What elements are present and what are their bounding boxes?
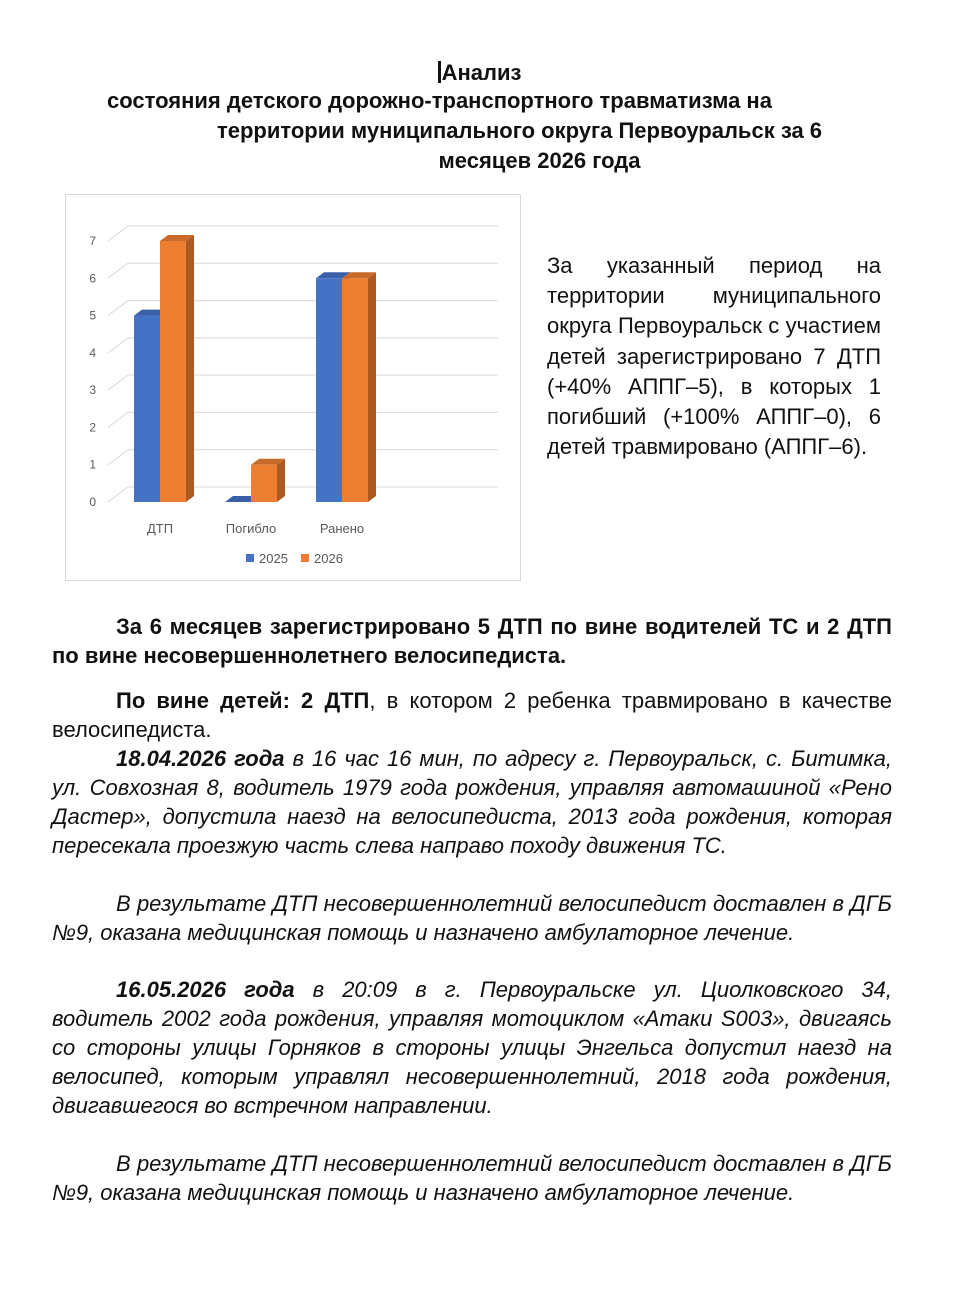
doc-title-line-2: состояния детского дорожно-транспортного травматизма на xyxy=(107,88,772,113)
y-tick-label: 3 xyxy=(89,383,96,398)
chart-canvas xyxy=(66,195,520,580)
bar-2026-Ранено xyxy=(342,278,368,502)
legend-swatch-2025 xyxy=(246,554,254,562)
x-tick-label: Погибло xyxy=(225,521,277,536)
incident-2-result: В результате ДТП несовершеннолетний велосипедист доставлен в ДГБ №9, оказана медицинская помощь и назначено амбулаторное лечение. xyxy=(52,1151,892,1205)
legend-swatch-2026 xyxy=(301,554,309,562)
text-cursor xyxy=(438,61,441,83)
bar-side-2026 xyxy=(368,272,376,502)
y-tick-label: 7 xyxy=(89,234,96,248)
children-fault-paragraph: По вине детей: 2 ДТП, в котором 2 ребенка травмировано в качестве велосипедиста. xyxy=(52,688,893,742)
incident-1-date: 18.04.2026 года xyxy=(116,746,285,771)
incident-2-paragraph: 16.05.2026 года в 20:09 в г. Первоуральске ул. Циолковского 34, водитель 2002 года рождения, управляя мотоциклом «Атаки S003», двигаясь со стороны улицы Горняков в стороны улицы Энгельса допустил наезд на велосипед, которым управлял несовершеннолетний, 2018 года рождения, двигавшегося во встречном направлении. xyxy=(52,977,893,1118)
bar-2025-Ранено xyxy=(316,278,342,502)
gridline-diagonal xyxy=(108,412,128,427)
gridline-diagonal xyxy=(108,301,128,316)
gridline-diagonal xyxy=(108,226,128,241)
incident-1-paragraph: 18.04.2026 года в 16 час 16 мин, по адресу г. Первоуральск, с. Битимка, ул. Совхозная 8, водитель 1979 года рождения, управляя автомашиной «Рено Дастер», допустила наезд на велосипедиста, 2013 года рождения, которая пересекала проезжую часть слева направо походу движения ТС. xyxy=(52,746,892,858)
x-tick-label: Ранено xyxy=(319,521,365,536)
y-tick-label: 4 xyxy=(89,345,96,360)
legend-label-2026: 2026 xyxy=(314,551,343,566)
y-tick-label: 2 xyxy=(89,420,96,435)
y-tick-label: 1 xyxy=(89,457,96,472)
x-tick-label: ДТП xyxy=(146,521,174,536)
y-tick-label: 6 xyxy=(89,271,96,286)
children-fault-heading: По вине детей: 2 ДТП xyxy=(116,688,370,713)
gridline-diagonal xyxy=(108,375,128,390)
bar-side-2026 xyxy=(186,235,194,502)
doc-title-line-1: Анализ xyxy=(0,58,959,88)
bar-side-2026 xyxy=(277,459,285,502)
summary-side-text: За указанный период на территории муниципального округа Первоуральск с участием детей зарегистрировано 7 ДТП (+40% АППГ–5), в которых 1 погибший (+100% АППГ–0), 6 детей травмировано (АППГ–6). xyxy=(547,253,881,460)
gridline-diagonal xyxy=(108,487,128,502)
bar-2025-ДТП xyxy=(134,316,160,502)
legend-label-2025: 2025 xyxy=(259,551,288,566)
y-tick-label: 5 xyxy=(89,308,96,323)
bar-2026-ДТП xyxy=(160,241,186,502)
doc-title-line-4: месяцев 2026 года xyxy=(438,148,641,173)
incident-2-date: 16.05.2026 года xyxy=(116,977,295,1002)
doc-title-line-3: территории муниципального округа Первоуральск за 6 xyxy=(216,118,823,143)
summary-paragraph: За 6 месяцев зарегистрировано 5 ДТП по вине водителей ТС и 2 ДТП по вине несовершеннолетнего велосипедиста. xyxy=(52,614,892,668)
y-tick-label: 0 xyxy=(89,495,96,509)
incident-1-result: В результате ДТП несовершеннолетний велосипедист доставлен в ДГБ №9, оказана медицинская помощь и назначено амбулаторное лечение. xyxy=(52,891,892,945)
bar-2026-Погибло xyxy=(251,465,277,502)
gridline-diagonal xyxy=(108,338,128,353)
gridline-diagonal xyxy=(108,263,128,278)
statistics-chart xyxy=(65,194,521,581)
gridline-diagonal xyxy=(108,450,128,465)
